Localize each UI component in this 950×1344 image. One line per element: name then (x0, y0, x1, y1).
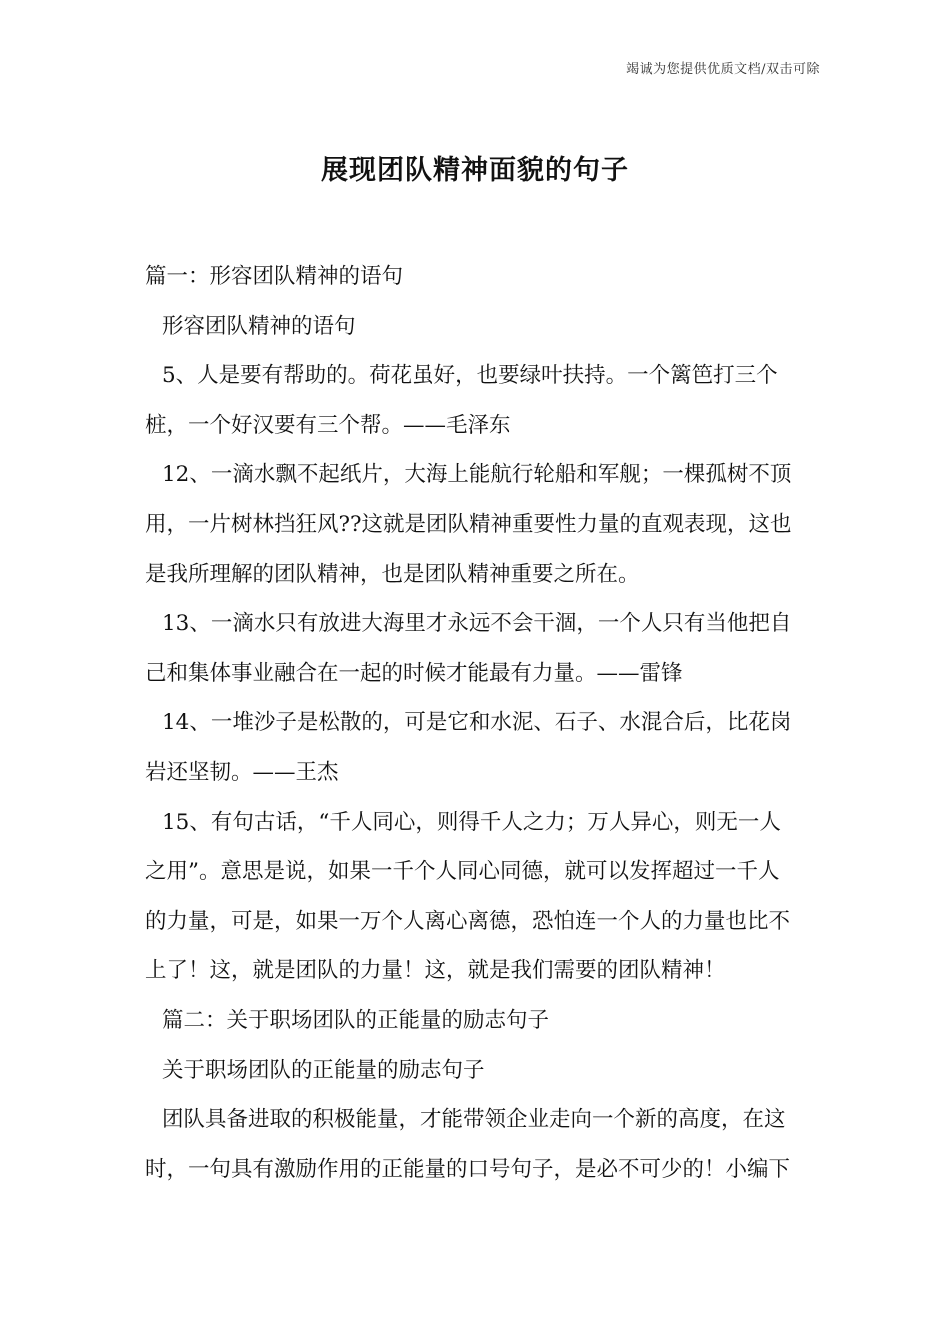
text-line: 15、有句古话，“千人同心，则得千人之力；万人异心，则无一人 (162, 809, 781, 835)
text-line: 12、一滴水飘不起纸片，大海上能航行轮船和军舰；一棵孤树不顶 (162, 462, 792, 488)
text-line: 团队具备进取的积极能量，才能带领企业走向一个新的高度，在这 (162, 1107, 786, 1133)
text-line: 用，一片树林挡狂风??这就是团队精神重要性力量的直观表现，这也 (145, 511, 792, 537)
text-line: 之用”。意思是说，如果一千个人同心同德，就可以发挥超过一千人 (145, 859, 780, 885)
text-line: 形容团队精神的语句 (162, 313, 356, 339)
text-line: 篇二：关于职场团队的正能量的励志句子 (162, 1007, 550, 1033)
text-line: 己和集体事业融合在一起的时候才能最有力量。——雷锋 (145, 660, 683, 686)
text-line: 篇一：形容团队精神的语句 (145, 264, 404, 289)
text-line: 14、一堆沙子是松散的，可是它和水泥、石子、水混合后，比花岗 (162, 710, 792, 736)
text-line: 13、一滴水只有放进大海里才永远不会干涸，一个人只有当他把自 (162, 611, 792, 637)
text-line: 关于职场团队的正能量的励志句子 (162, 1057, 485, 1083)
text-line: 时，一句具有激励作用的正能量的口号句子，是必不可少的！小编下 (145, 1156, 791, 1182)
header-note: 竭诚为您提供优质文档/双击可除 (626, 62, 820, 77)
text-line: 是我所理解的团队精神，也是团队精神重要之所在。 (145, 561, 640, 587)
document-body (145, 252, 812, 1194)
text-line: 5、人是要有帮助的。荷花虽好，也要绿叶扶持。一个篱笆打三个 (162, 363, 778, 389)
text-line: 上了！这，就是团队的力量！这，就是我们需要的团队精神！ (145, 958, 726, 984)
text-line: 的力量，可是，如果一万个人离心离德，恐怕连一个人的力量也比不 (145, 908, 791, 934)
text-line: 岩还坚韧。——王杰 (145, 759, 339, 785)
text-line: 桩，一个好汉要有三个帮。——毛泽东 (145, 412, 511, 438)
document-title: 展现团队精神面貌的句子 (321, 155, 629, 186)
